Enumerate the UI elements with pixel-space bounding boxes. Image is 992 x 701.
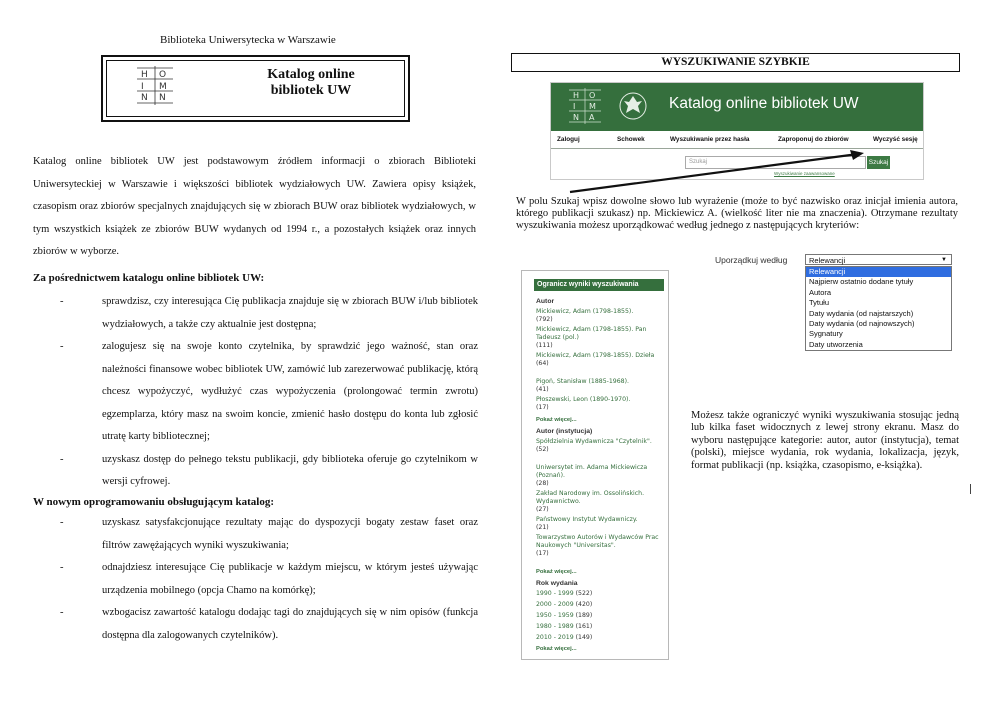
svg-text:H: H — [573, 91, 580, 100]
facet-item[interactable]: Pigoń, Stanisław (1885-1968). (41) — [536, 378, 629, 393]
intro-paragraph: Katalog online bibliotek UW jest podstawowym źródłem informacji o zbiorach Biblioteki Uniwersyteckiej w Warszawie i większości bibliotek wydziałowych UW. Zawiera opisy książek, czasopism oraz zbiorów specjalnych znajdujących się w zbiorach BUW oraz bibliotek wydziałowych, w tym wszystkich książek ze zbiorów BUW wydanych od 1994 r., a pozostałych książek oraz innych zbiorów w wyborze. — [33, 156, 476, 257]
svg-text:N: N — [159, 93, 166, 103]
facet-item[interactable]: Mickiewicz, Adam (1798-1855). Pan Tadeusz (pol.) (111) — [536, 326, 647, 349]
facet-group-title: Rok wydania — [536, 580, 578, 587]
facets-header: Ogranicz wyniki wyszukiwania — [534, 279, 664, 291]
sort-options-list — [805, 266, 952, 351]
facets-description: Możesz także ograniczyć wyniki wyszukiwania stosując jedną lub kilka faset widocznych z lewej strony ekranu. Masz do wyboru następujące kategorie: autor, autor (instytucja), temat (polski), miejsce wydania, rok wydania, lokalizacja, język, format publikacji (np. książka, czasopismo, e-książka). — [691, 410, 959, 471]
facet-item[interactable]: Towarzystwo Autorów i Wydawców Prac Naukowych "Universitas". (17) — [536, 534, 659, 557]
university-eagle-icon — [619, 89, 647, 123]
text-cursor — [970, 484, 971, 494]
logo-title: Katalog online bibliotek UW — [267, 67, 355, 98]
sort-option[interactable]: Tytułu — [809, 298, 830, 308]
banner-title: Katalog online bibliotek UW — [669, 95, 859, 112]
sort-option[interactable]: Najpierw ostatnio dodane tytuły — [809, 277, 914, 287]
sort-select[interactable]: Relewancji ▼ — [805, 254, 952, 265]
menu-login[interactable]: Zaloguj — [557, 136, 580, 143]
facet-item[interactable]: Uniwersytet im. Adama Mickiewicza (Poznań). (28) — [536, 464, 648, 487]
svg-text:A: A — [589, 113, 595, 122]
svg-text:M: M — [589, 102, 596, 111]
list-item: - sprawdzisz, czy interesująca Cię publikacja znajduje się w zbiorach BUW i/lub bibliotek wydziałowych, a także czy aktualnie jest dostępna; — [60, 296, 478, 330]
sort-label: Uporządkuj według — [715, 255, 788, 265]
svg-text:N: N — [141, 93, 148, 103]
sort-option[interactable]: Daty wydania (od najstarszych) — [809, 308, 914, 318]
advanced-search-link[interactable]: Wyszukiwanie zaawansowane — [774, 171, 835, 176]
catalog-banner — [551, 83, 923, 131]
facet-item[interactable]: 2000 - 2009 (420) — [536, 601, 593, 608]
sort-option[interactable]: Sygnatury — [809, 329, 843, 339]
svg-text:I: I — [573, 102, 576, 111]
homincina-logo-icon — [131, 65, 179, 107]
menu-suggest-acquisition[interactable]: Zaproponuj do zbiorów — [778, 136, 849, 143]
menu-cart[interactable]: Schowek — [617, 136, 645, 143]
catalog-menu — [551, 132, 923, 149]
facet-more-link[interactable]: Pokaż więcej... — [536, 417, 577, 423]
homincina-logo-icon — [565, 87, 605, 125]
facets-panel — [521, 270, 669, 660]
list-item: - uzyskasz satysfakcjonujące rezultaty mając do dyspozycji bogaty zestaw faset oraz filtrów zawężających wyniki wyszukiwania; — [60, 517, 478, 551]
sort-option[interactable]: Relewancji — [806, 267, 951, 277]
facet-group-title: Autor — [536, 298, 555, 305]
sort-option[interactable]: Daty utworzenia — [809, 339, 863, 349]
university-name: Biblioteka Uniwersytecka w Warszawie — [160, 34, 336, 46]
facet-item[interactable]: 1990 - 1999 (522) — [536, 590, 593, 597]
svg-text:O: O — [589, 91, 596, 100]
facet-item[interactable]: 2010 - 2019 (149) — [536, 634, 593, 641]
arrow-pointer-icon — [562, 150, 872, 198]
sort-option[interactable]: Autora — [809, 287, 832, 297]
facet-item[interactable]: 1980 - 1989 (161) — [536, 623, 593, 630]
sort-option[interactable]: Daty wydania (od najnowszych) — [809, 319, 915, 329]
section-heading-features: Za pośrednictwem katalogu online bibliotek UW: — [33, 272, 265, 284]
facet-item[interactable]: 1950 - 1959 (189) — [536, 612, 593, 619]
search-button[interactable]: Szukaj — [867, 156, 890, 169]
facet-item[interactable]: Płoszewski, Leon (1890-1970). (17) — [536, 396, 631, 411]
catalog-logo-box — [101, 55, 410, 122]
facet-more-link[interactable]: Pokaż więcej... — [536, 569, 577, 575]
facet-item[interactable]: Mickiewicz, Adam (1798-1855). Dzieła (64) — [536, 352, 655, 367]
facet-item[interactable]: Mickiewicz, Adam (1798-1855). (792) — [536, 308, 634, 323]
quick-search-description: W polu Szukaj wpisz dowolne słowo lub wyrażenie (może to być nazwisko oraz inicjał imienia autora, którego publikacji szukasz) np. Mickiewicz A. (wielkość liter nie ma znaczenia). Otrzymane rezultaty wyszukiwania możesz uporządkować według jednego z następujących kryteriów: — [516, 196, 958, 231]
svg-text:I: I — [141, 82, 144, 92]
facet-more-link[interactable]: Pokaż więcej... — [536, 646, 577, 652]
facet-item[interactable]: Państwowy Instytut Wydawniczy. (21) — [536, 516, 638, 531]
menu-browse-headings[interactable]: Wyszukiwanie przez hasła — [670, 136, 750, 143]
menu-clear-session[interactable]: Wyczyść sesję — [873, 136, 918, 143]
caret-down-icon: ▼ — [941, 257, 947, 263]
svg-text:N: N — [573, 113, 579, 122]
facet-item[interactable]: Spółdzielnia Wydawnicza "Czytelnik". (52) — [536, 438, 652, 453]
section-heading-software: W nowym oprogramowaniu obsługującym katalog: — [33, 496, 275, 508]
svg-text:H: H — [141, 70, 148, 80]
search-input[interactable]: Szukaj — [685, 156, 866, 169]
features-list — [60, 291, 478, 494]
list-item: - zalogujesz się na swoje konto czytelnika, by sprawdzić jego ważność, stan oraz należności finansowe wobec bibliotek UW, zamówić lub zarezerwować publikację, którą chcesz wypożyczyć, wydłużyć czas wypożyczenia (prolongować termin zwrotu) egzemplarza, który masz na swoim koncie, zmienić hasło dostępu do konta lub zgłosić utratę karty bibliotecznej; — [60, 341, 478, 442]
facet-group-title: Autor (instytucja) — [536, 428, 593, 435]
facet-item[interactable]: Zakład Narodowy im. Ossolińskich. Wydawnictwo. (27) — [536, 490, 645, 513]
svg-text:O: O — [159, 70, 167, 80]
quick-search-title: WYSZUKIWANIE SZYBKIE — [511, 53, 960, 72]
list-item: - uzyskasz dostęp do pełnego tekstu publikacji, gdy biblioteka oferuje go czytelnikom w wersji cyfrowej. — [60, 453, 478, 487]
list-item: - wzbogacisz zawartość katalogu dodając tagi do znajdujących się w nim opisów (funkcja dostępna dla zalogowanych czytelników). — [60, 607, 478, 641]
software-list — [60, 512, 478, 647]
svg-text:M: M — [159, 82, 167, 92]
list-item: - odnajdziesz interesujące Cię publikacje w każdym miejscu, w którym jesteś używając urządzenia mobilnego (opcja Chamo na komórkę); — [60, 562, 478, 596]
